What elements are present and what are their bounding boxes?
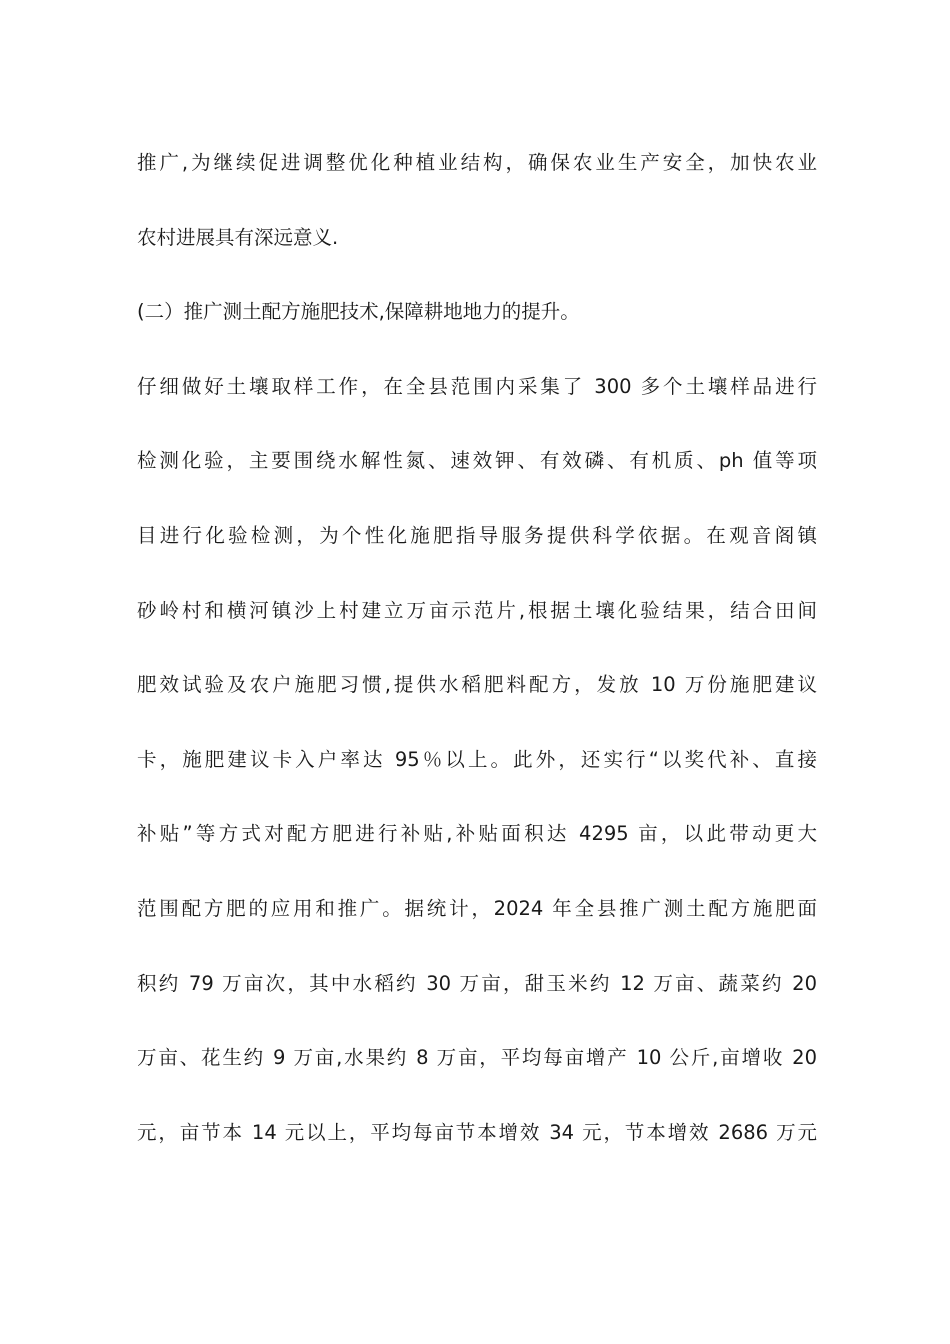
text-line: 砂岭村和横河镇沙上村建立万亩示范片,根据土壤化验结果，结合田间 xyxy=(137,598,817,622)
text-line: 卡，施肥建议卡入户率达 95％以上。此外，还实行“以奖代补、直接 xyxy=(137,747,817,771)
text-line: 农村进展具有深远意义. xyxy=(137,225,339,249)
text-line: 目进行化验检测，为个性化施肥指导服务提供科学依据。在观音阁镇 xyxy=(137,523,817,547)
text-line: 补贴”等方式对配方肥进行补贴,补贴面积达 4295 亩，以此带动更大 xyxy=(137,822,817,846)
body-text xyxy=(137,142,817,1186)
section-heading: (二）推广测土配方施肥技术,保障耕地地力的提升。 xyxy=(137,300,580,324)
text-line: 万亩、花生约 9 万亩,水果约 8 万亩，平均每亩增产 10 公斤,亩增收 20 xyxy=(137,1046,817,1070)
text-line: 检测化验，主要围绕水解性氮、速效钾、有效磷、有机质、ph 值等项 xyxy=(137,449,817,473)
text-line: 元，亩节本 14 元以上，平均每亩节本增效 34 元，节本增效 2686 万元 xyxy=(137,1120,817,1144)
text-line: 推广,为继续促进调整优化种植业结构，确保农业生产安全，加快农业 xyxy=(137,151,817,174)
text-line: 积约 79 万亩次，其中水稻约 30 万亩，甜玉米约 12 万亩、蔬菜约 20 xyxy=(137,971,817,995)
text-line: 肥效试验及农户施肥习惯,提供水稻肥料配方，发放 10 万份施肥建议 xyxy=(137,673,817,697)
text-line: 范围配方肥的应用和推广。据统计，2024 年全县推广测土配方施肥面 xyxy=(137,896,817,920)
text-line: 仔细做好土壤取样工作，在全县范围内采集了 300 多个土壤样品进行 xyxy=(137,374,817,398)
